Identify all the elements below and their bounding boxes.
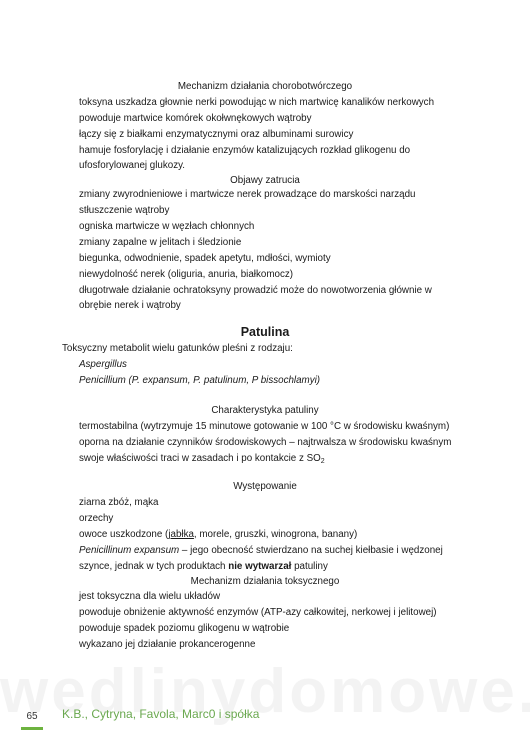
symptom-item: stłuszczenie wątroby <box>79 205 170 216</box>
genus-item: Aspergillus <box>79 359 127 370</box>
symptom-item: ogniska martwicze w węzłach chłonnych <box>79 221 255 232</box>
characteristic-item: termostabilna (wytrzymuje 15 minutowe gotowanie w 100 °C w środowisku kwaśnym) <box>79 421 450 432</box>
toxic-item: wykazano jej działanie prokancerogenne <box>79 639 256 650</box>
occurrence-item <box>79 529 357 541</box>
so2-text: swoje właściwości traci w zasadach i po kontakcie z SO <box>79 453 321 464</box>
penicillinum-bold: nie wytwarzał <box>228 561 292 572</box>
penicillinum-line2-suffix: patuliny <box>291 561 328 572</box>
penicillinum-line2: szynce, jednak w tych produktach <box>79 561 229 572</box>
occurrence-item <box>79 545 443 557</box>
symptom-item: długotrwałe działanie ochratoksyny prowadzić może do nowotworzenia głównie w <box>79 285 432 296</box>
fruits-prefix: owoce uszkodzone ( <box>79 529 169 540</box>
so2-subscript: 2 <box>320 458 325 465</box>
toxic-item: jest toksyczna dla wielu układów <box>79 591 221 602</box>
characteristic-item: oporna na działanie czynników środowiskowych – najtrwalsza w środowisku kwaśnym <box>79 437 452 448</box>
symptom-item: obrębie nerek i wątroby <box>79 300 181 311</box>
footer-authors: K.B., Cytryna, Favola, Marc0 i spółka <box>62 707 260 721</box>
symptom-item: biegunka, odwodnienie, spadek apetytu, mdłości, wymioty <box>79 253 331 264</box>
occurrence-item: ziarna zbóż, mąka <box>79 497 159 508</box>
symptom-item: zmiany zapalne w jelitach i śledzionie <box>79 237 242 248</box>
toxic-item: powoduje spadek poziomu glikogenu w wątrobie <box>79 623 290 634</box>
mechanism-item: łączy się z białkami enzymatycznymi oraz albuminami surowicy <box>79 129 354 140</box>
characteristics-heading: Charakterystyka patuliny <box>211 405 319 416</box>
mechanism-item: toksyna uszkadza głownie nerki powodując w nich martwicę kanalików nerkowych <box>79 97 435 108</box>
fruits-underlined: jabłka <box>168 529 194 540</box>
fruits-suffix: , morele, gruszki, winogrona, banany) <box>193 529 358 540</box>
mechanism-heading: Mechanizm działania chorobotwórczego <box>177 81 353 92</box>
occurrence-item <box>79 561 328 573</box>
page-number: 65 <box>26 711 38 722</box>
occurrence-heading: Występowanie <box>233 481 297 492</box>
symptom-item: niewydolność nerek (oliguria, anuria, białkomocz) <box>79 269 294 280</box>
genus-item: Penicillium (P. expansum, P. patulinum, P bissochlamyi) <box>79 375 321 386</box>
penicillinum-text: – jego obecność stwierdzano na suchej kiełbasie i wędzonej <box>179 545 443 556</box>
symptom-item: zmiany zwyrodnieniowe i martwicze nerek prowadzące do marskości narządu <box>79 189 416 200</box>
mechanism-item: hamuje fosforylację i działanie enzymów katalizujących rozkład glikogenu do <box>79 145 411 156</box>
mechanism-item: powoduje martwice komórek okołwnękowych wątroby <box>79 113 312 124</box>
occurrence-item: orzechy <box>79 513 114 524</box>
toxic-item: powoduje obniżenie aktywność enzymów (ATP-azy całkowitej, nerkowej i jelitowej) <box>79 607 437 618</box>
symptoms-heading: Objawy zatrucia <box>230 175 300 186</box>
mechanism-item: ufosforylowanej glukozy. <box>79 160 186 171</box>
characteristic-item <box>79 453 325 468</box>
page-number-accent <box>21 727 43 730</box>
toxic-mechanism-heading: Mechanizm działania toksycznego <box>190 576 340 587</box>
section-title: Patulina <box>240 325 290 339</box>
intro-text: Toksyczny metabolit wielu gatunków pleśni z rodzaju: <box>62 343 293 354</box>
penicillinum-name: Penicillinum expansum <box>79 545 180 556</box>
